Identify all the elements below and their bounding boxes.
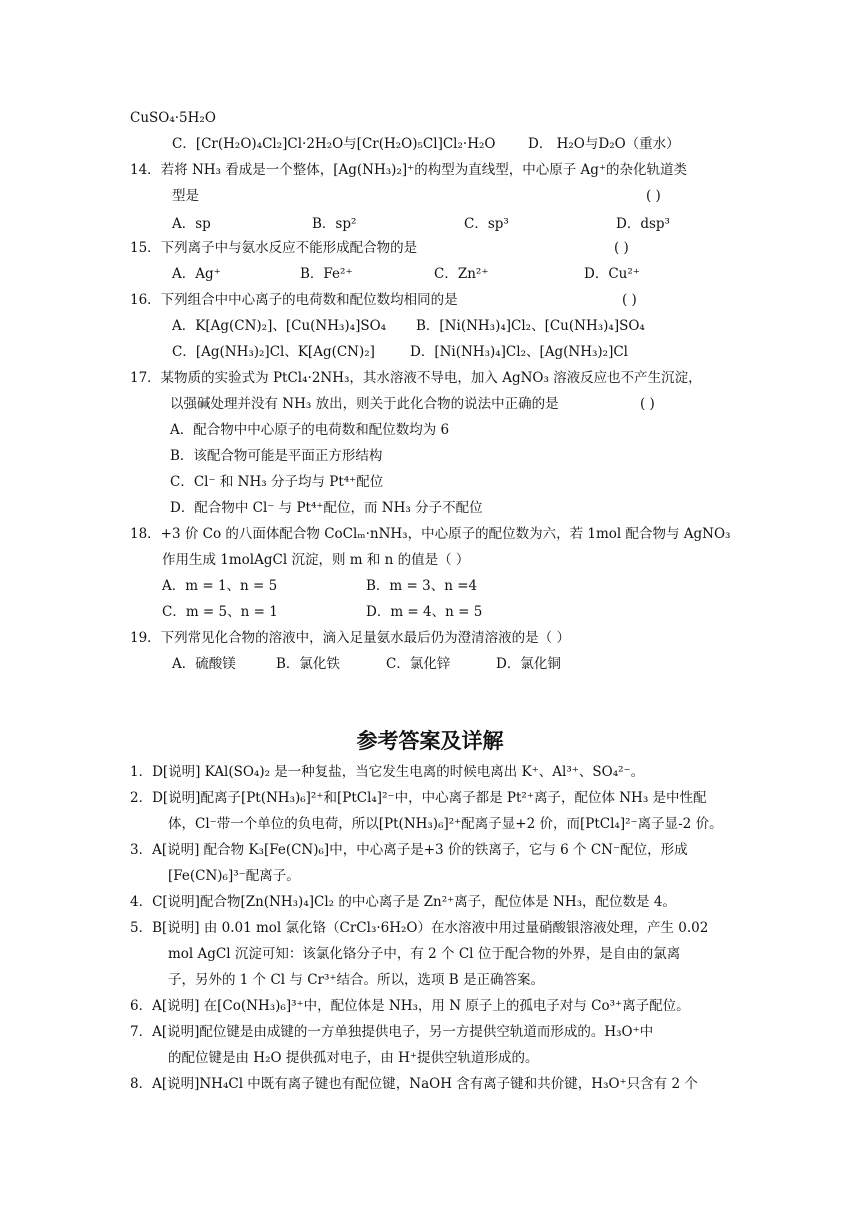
answer-7: 7．A[说明]配位键是由成键的一方单独提供电子，另一方提供空轨道而形成的。H₃O⁺中 bbox=[130, 1024, 654, 1040]
option-b: B．[Ni(NH₃)₄]Cl₂、[Cu(NH₃)₄]SO₄ bbox=[416, 318, 645, 334]
question-stem: 型是 bbox=[172, 188, 199, 204]
q18-options-ab bbox=[0, 576, 860, 596]
answer-6: 6．A[说明] 在[Co(NH₃)₆]³⁺中，配位体是 NH₃，用 N 原子上的孤电子对与 Co³⁺离子配位。 bbox=[130, 998, 690, 1014]
answer-5-cont2: 子，另外的 1 个 Cl 与 Cr³⁺结合。所以，选项 B 是正确答案。 bbox=[168, 972, 545, 988]
answer-paren: ( ) bbox=[622, 292, 637, 308]
q18-stem-cont bbox=[0, 550, 860, 570]
answer-line bbox=[0, 892, 860, 912]
answer-1: 1．D[说明] KAl(SO₄)₂ 是一种复盐，当它发生电离的时候电离出 K⁺、Al³⁺、SO₄²⁻。 bbox=[130, 764, 645, 780]
option-c: C．[Cr(H₂O)₄Cl₂]Cl·2H₂O与[Cr(H₂O)₅Cl]Cl₂·H₂O bbox=[172, 136, 496, 152]
q17-option-a bbox=[0, 420, 860, 440]
option-d: D．dsp³ bbox=[616, 216, 670, 232]
option-d: D． H₂O与D₂O（重水） bbox=[528, 136, 680, 152]
answer-2: 2．D[说明]配离子[Pt(NH₃)₆]²⁺和[PtCl₄]²⁻中，中心离子都是 Pt²⁺离子，配位体 NH₃ 是中性配 bbox=[130, 790, 707, 806]
q14-stem bbox=[0, 160, 860, 180]
option-b: B．氯化铁 bbox=[276, 656, 340, 672]
answer-7-cont: 的配位键是由 H₂O 提供孤对电子，由 H⁺提供空轨道形成的。 bbox=[168, 1050, 539, 1066]
q18-options-cd bbox=[0, 602, 860, 622]
answer-3: 3．A[说明] 配合物 K₃[Fe(CN)₆]中，中心离子是+3 价的铁离子，它与 6 个 CN⁻配位，形成 bbox=[130, 842, 688, 858]
answer-3-cont: [Fe(CN)₆]³⁻配离子。 bbox=[168, 868, 300, 884]
answer-line bbox=[0, 970, 860, 990]
answer-line bbox=[0, 866, 860, 886]
q14-options bbox=[0, 214, 860, 234]
answer-line bbox=[0, 1074, 860, 1094]
q19-stem bbox=[0, 628, 860, 648]
answer-paren: ( ) bbox=[646, 188, 661, 204]
option-d: D．m = 4、n = 5 bbox=[366, 604, 483, 620]
option-b: B．m = 3、n =4 bbox=[366, 578, 478, 594]
question-stem: 作用生成 1molAgCl 沉淀，则 m 和 n 的值是（ ） bbox=[162, 552, 470, 568]
option-c: C．Zn²⁺ bbox=[434, 266, 489, 282]
answer-line bbox=[0, 1022, 860, 1042]
q16-options-ab bbox=[0, 316, 860, 336]
answer-2-cont: 体，Cl⁻带一个单位的负电荷，所以[Pt(NH₃)₆]²⁺配离子显+2 价，而[PtCl₄]²⁻离子显-2 价。 bbox=[168, 816, 723, 832]
option-d: D．氯化铜 bbox=[496, 656, 561, 672]
q15-options bbox=[0, 264, 860, 284]
q17-option-c bbox=[0, 472, 860, 492]
option-c: C．m = 5、n = 1 bbox=[162, 604, 278, 620]
q13-options bbox=[0, 134, 860, 154]
option-c: C．氯化锌 bbox=[386, 656, 451, 672]
question-stem: 以强碱处理并没有 NH₃ 放出，则关于此化合物的说法中正确的是 bbox=[170, 396, 559, 412]
question-stem: 16．下列组合中中心离子的电荷数和配位数均相同的是 bbox=[130, 292, 458, 308]
text-line bbox=[0, 108, 860, 128]
q15-stem bbox=[0, 238, 860, 258]
answer-line bbox=[0, 944, 860, 964]
answer-paren: ( ) bbox=[640, 396, 655, 412]
q17-option-d bbox=[0, 498, 860, 518]
answer-line bbox=[0, 762, 860, 782]
answer-8: 8．A[说明]NH₄Cl 中既有离子键也有配位键，NaOH 含有离子键和共价键，H₃O⁺只含有 2 个 bbox=[130, 1076, 698, 1092]
option-a: A．sp bbox=[172, 216, 211, 232]
question-stem: 19．下列常见化合物的溶液中，滴入足量氨水最后仍为澄清溶液的是（ ） bbox=[130, 630, 570, 646]
option-d: D．[Ni(NH₃)₄]Cl₂、[Ag(NH₃)₂]Cl bbox=[410, 344, 629, 360]
option-a: A．硫酸镁 bbox=[172, 656, 236, 672]
option-d: D．配合物中 Cl⁻ 与 Pt⁴⁺配位，而 NH₃ 分子不配位 bbox=[170, 500, 483, 516]
option-a: A．配合物中中心原子的电荷数和配位数均为 6 bbox=[170, 422, 450, 438]
answer-line bbox=[0, 788, 860, 808]
q14-stem-cont bbox=[0, 186, 860, 206]
option-c: C．sp³ bbox=[464, 216, 509, 232]
answer-line bbox=[0, 1048, 860, 1068]
q16-options-cd bbox=[0, 342, 860, 362]
answer-line bbox=[0, 918, 860, 938]
question-stem: 18．+3 价 Co 的八面体配合物 CoClₘ·nNH₃，中心原子的配位数为六，若 1mol 配合物与 AgNO₃ bbox=[130, 526, 731, 542]
answer-line bbox=[0, 814, 860, 834]
option-b: B．sp² bbox=[312, 216, 357, 232]
q19-options bbox=[0, 654, 860, 674]
option-c: C．Cl⁻ 和 NH₃ 分子均与 Pt⁴⁺配位 bbox=[170, 474, 384, 490]
option-b: B．Fe²⁺ bbox=[300, 266, 353, 282]
answer-line bbox=[0, 996, 860, 1016]
option-a: A．m = 1、n = 5 bbox=[162, 578, 278, 594]
question-stem: 15．下列离子中与氨水反应不能形成配合物的是 bbox=[130, 240, 418, 256]
answer-line bbox=[0, 840, 860, 860]
formula-text: CuSO₄·5H₂O bbox=[130, 110, 216, 126]
question-stem: 17．某物质的实验式为 PtCl₄·2NH₃，其水溶液不导电，加入 AgNO₃ 溶液反应也不产生沉淀， bbox=[130, 370, 702, 386]
answer-5: 5．B[说明] 由 0.01 mol 氯化铬（CrCl₃·6H₂O）在水溶液中用过量硝酸银溶液处理，产生 0.02 bbox=[130, 920, 709, 936]
option-b: B．该配合物可能是平面正方形结构 bbox=[170, 448, 383, 464]
answer-5-cont: mol AgCl 沉淀可知：该氯化铬分子中，有 2 个 Cl 位于配合物的外界，是自由的氯离 bbox=[168, 946, 681, 962]
q17-option-b bbox=[0, 446, 860, 466]
answer-4: 4．C[说明]配合物[Zn(NH₃)₄]Cl₂ 的中心离子是 Zn²⁺离子，配位体是 NH₃，配位数是 4。 bbox=[130, 894, 676, 910]
q17-stem bbox=[0, 368, 860, 388]
option-c: C．[Ag(NH₃)₂]Cl、K[Ag(CN)₂] bbox=[172, 344, 375, 360]
option-a: A．K[Ag(CN)₂]、[Cu(NH₃)₄]SO₄ bbox=[172, 318, 387, 334]
option-d: D．Cu²⁺ bbox=[584, 266, 640, 282]
q17-stem-cont bbox=[0, 394, 860, 414]
answers-heading: 参考答案及详解 bbox=[356, 728, 504, 753]
question-stem: 14．若将 NH₃ 看成是一个整体，[Ag(NH₃)₂]⁺的构型为直线型，中心原子 Ag⁺的杂化轨道类 bbox=[130, 162, 688, 178]
q16-stem bbox=[0, 290, 860, 310]
q18-stem bbox=[0, 524, 860, 544]
option-a: A．Ag⁺ bbox=[172, 266, 221, 282]
answer-paren: ( ) bbox=[614, 240, 629, 256]
